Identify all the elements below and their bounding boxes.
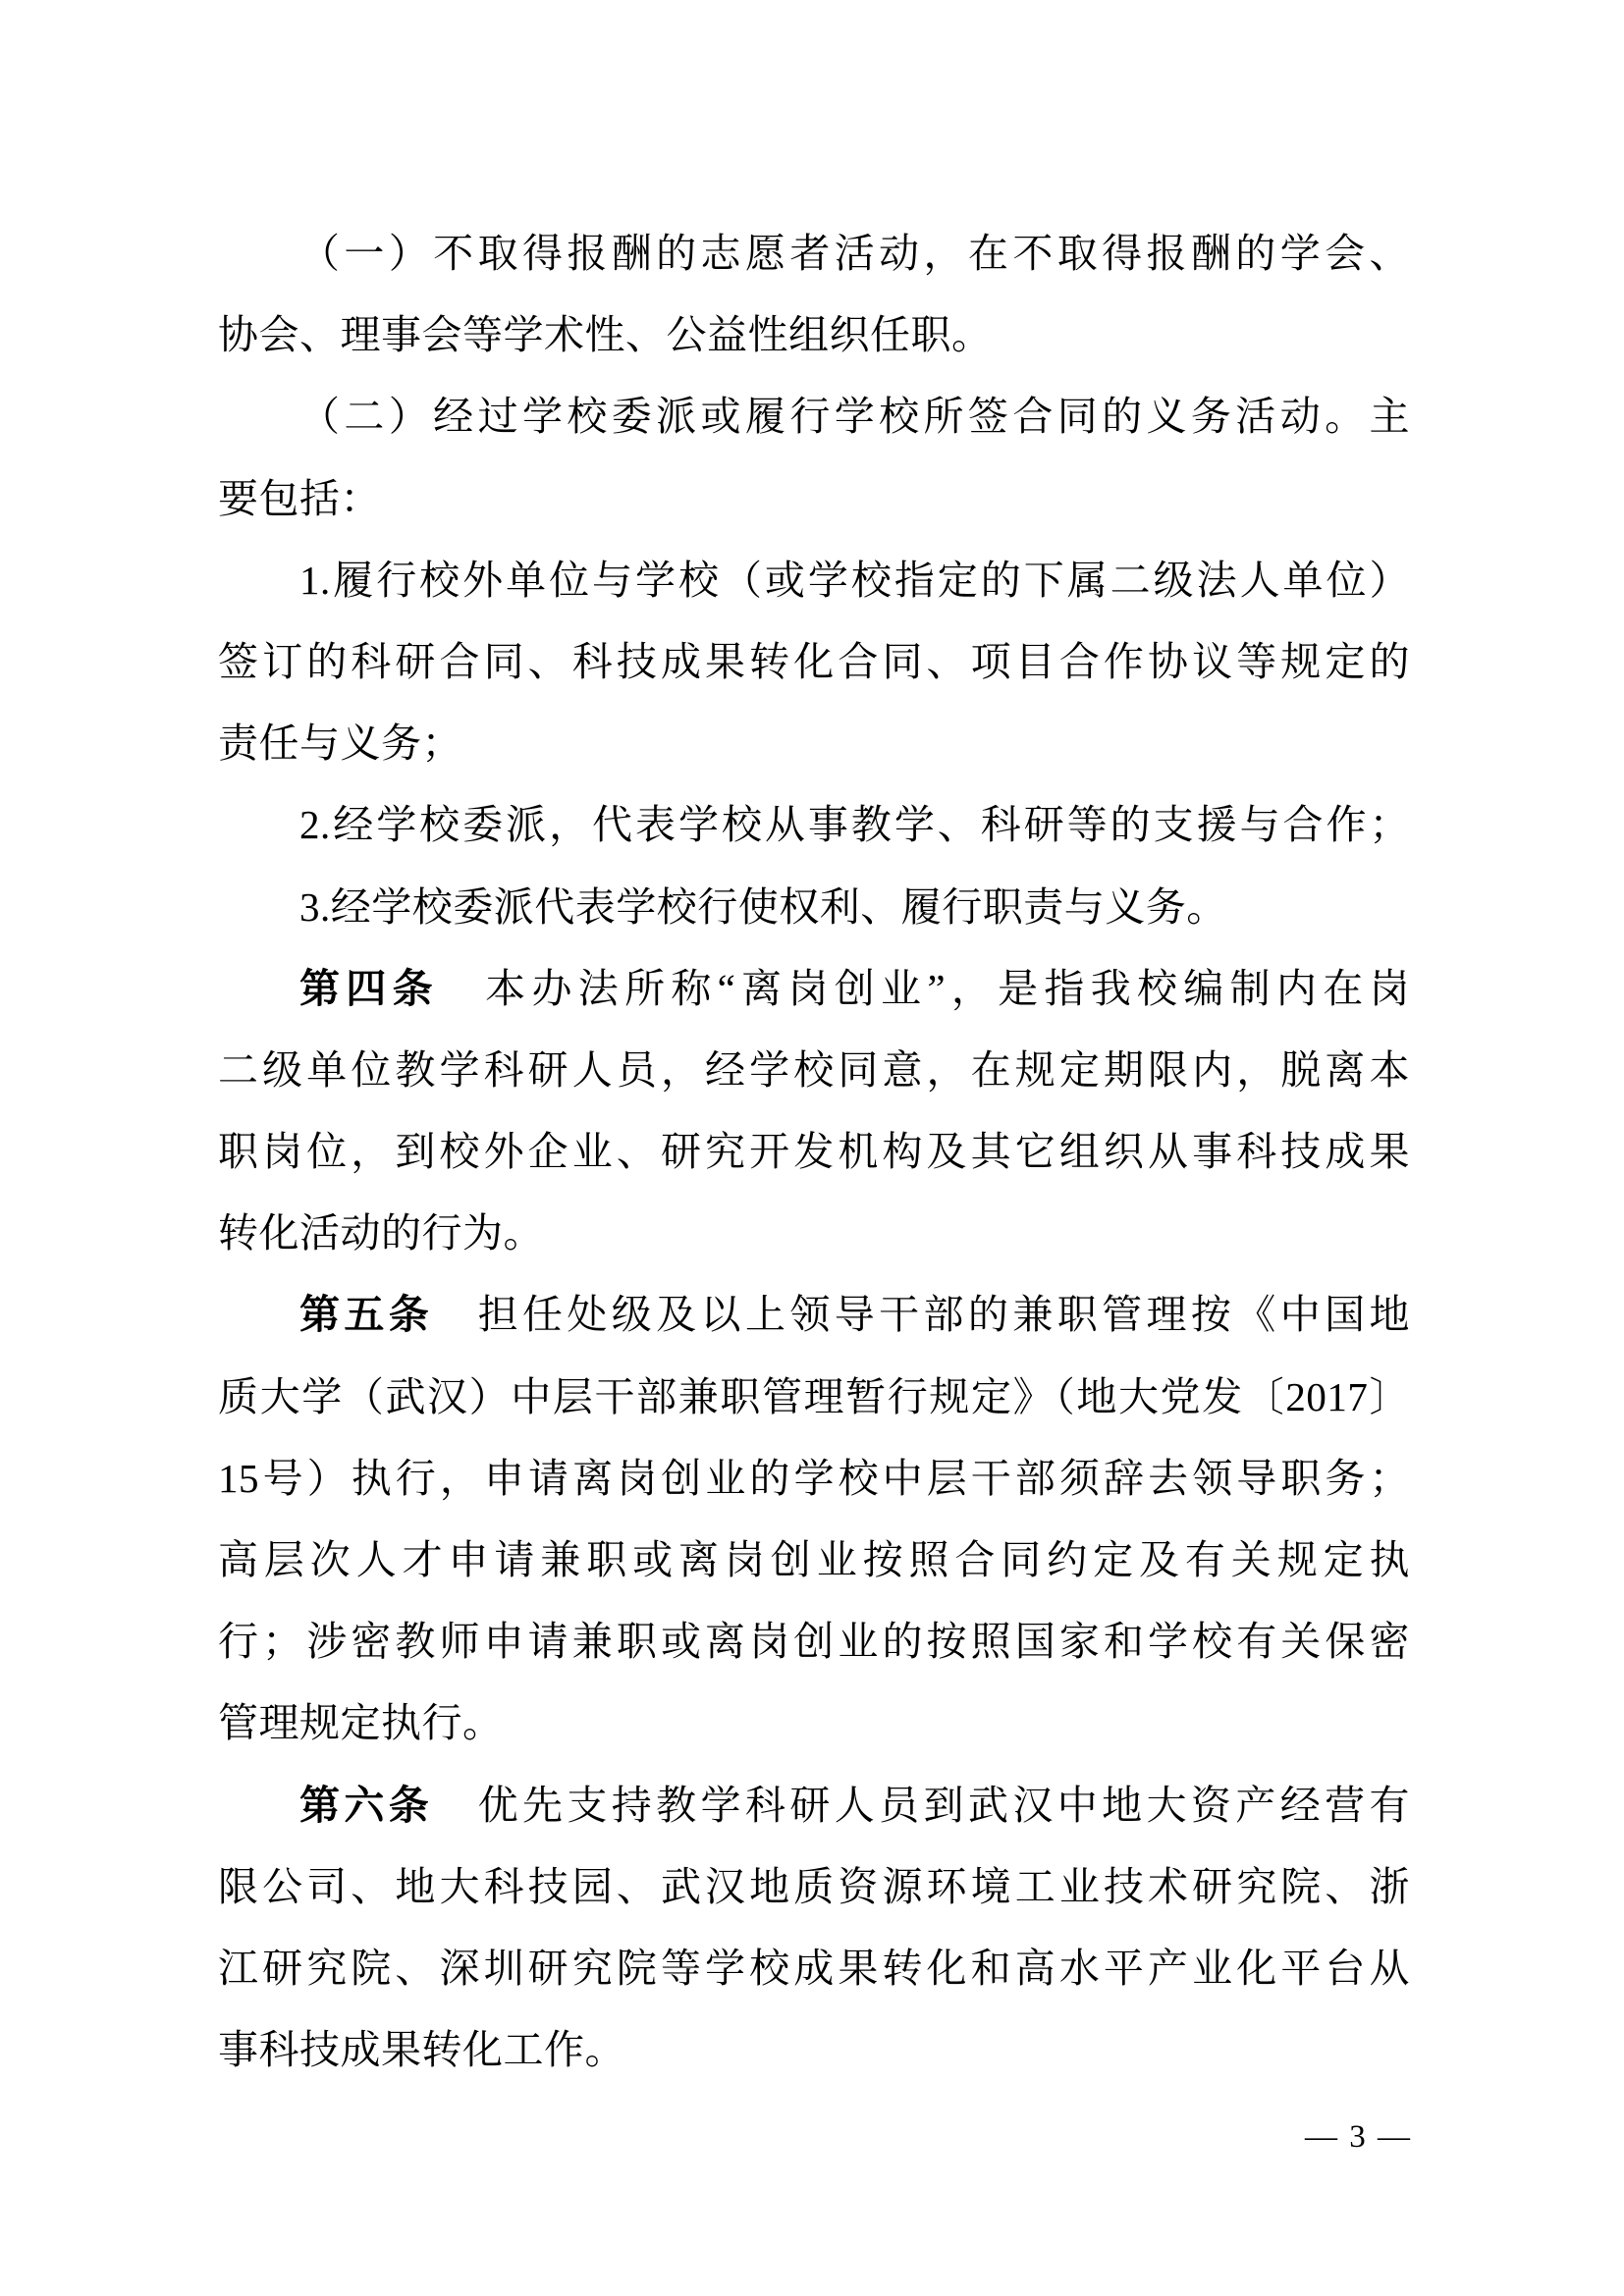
text-line	[218, 213, 1410, 294]
text-run: （二）经过学校委派或履行学校所签合同的义务活动。主	[299, 394, 1410, 440]
text-line	[218, 294, 1410, 376]
text-line	[218, 1438, 1410, 1520]
text-line	[218, 1520, 1410, 1601]
text-run: （一）不取得报酬的志愿者活动，在不取得报酬的学会、	[299, 231, 1410, 276]
text-run: 转化活动的行为。	[218, 1210, 544, 1256]
text-run: 二级单位教学科研人员，经学校同意，在规定期限内，脱离本	[218, 1046, 1410, 1093]
text-run: 质大学（武汉）中层干部兼职管理暂行规定》（地大党发〔2017〕	[218, 1373, 1410, 1419]
page-number: — 3 —	[1305, 2119, 1412, 2155]
text-line	[218, 1030, 1410, 1111]
text-run: 要包括：	[218, 475, 381, 521]
text-line	[218, 1765, 1410, 1846]
text-line	[218, 376, 1410, 457]
text-line	[218, 540, 1410, 621]
article-number: 第六条	[299, 1782, 434, 1828]
text-run: 担任处级及以上领导干部的兼职管理按《中国地	[433, 1292, 1410, 1338]
text-run: 协会、理事会等学术性、公益性组织任职。	[218, 312, 993, 358]
text-run: 高层次人才申请兼职或离岗创业按照合同约定及有关规定执	[218, 1537, 1410, 1582]
text-line	[218, 1846, 1410, 1928]
text-run: 事科技成果转化工作。	[218, 2027, 625, 2073]
text-run: 1.履行校外单位与学校（或学校指定的下属二级法人单位）	[299, 557, 1410, 603]
text-line	[218, 1682, 1410, 1764]
text-run: 行；涉密教师申请兼职或离岗创业的按照国家和学校有关保密	[218, 1619, 1410, 1665]
text-run: 责任与义务；	[218, 721, 462, 767]
text-line	[218, 948, 1410, 1030]
article-number: 第四条	[299, 965, 439, 1011]
text-run: 管理规定执行。	[218, 1700, 504, 1746]
text-run: 限公司、地大科技园、武汉地质资源环境工业技术研究院、浙	[218, 1863, 1410, 1909]
text-line	[218, 1357, 1410, 1438]
text-line	[218, 1193, 1410, 1274]
text-line	[218, 1111, 1410, 1193]
text-run: 15号）执行，申请离岗创业的学校中层干部须辞去领导职务；	[218, 1455, 1410, 1501]
body-text	[218, 213, 1410, 2091]
text-run: 江研究院、深圳研究院等学校成果转化和高水平产业化平台从	[218, 1945, 1410, 1991]
text-run: 签订的科研合同、科技成果转化合同、项目合作协议等规定的	[218, 638, 1410, 684]
text-line	[218, 458, 1410, 540]
text-line	[218, 1928, 1410, 2009]
text-run: 职岗位，到校外企业、研究开发机构及其它组织从事科技成果	[218, 1129, 1410, 1175]
text-line	[218, 867, 1410, 948]
text-run: 3.经学校委派代表学校行使权利、履行职责与义务。	[299, 883, 1227, 930]
text-line	[218, 784, 1410, 866]
text-line	[218, 1274, 1410, 1356]
text-run: 本办法所称“离岗创业”，是指我校编制内在岗	[438, 965, 1410, 1011]
text-line	[218, 703, 1410, 784]
text-run: 2.经学校委派，代表学校从事教学、科研等的支援与合作；	[299, 802, 1410, 848]
text-line	[218, 2009, 1410, 2091]
text-run: 优先支持教学科研人员到武汉中地大资产经营有	[433, 1782, 1410, 1828]
article-number: 第五条	[299, 1292, 434, 1338]
text-line	[218, 621, 1410, 703]
text-line	[218, 1601, 1410, 1682]
